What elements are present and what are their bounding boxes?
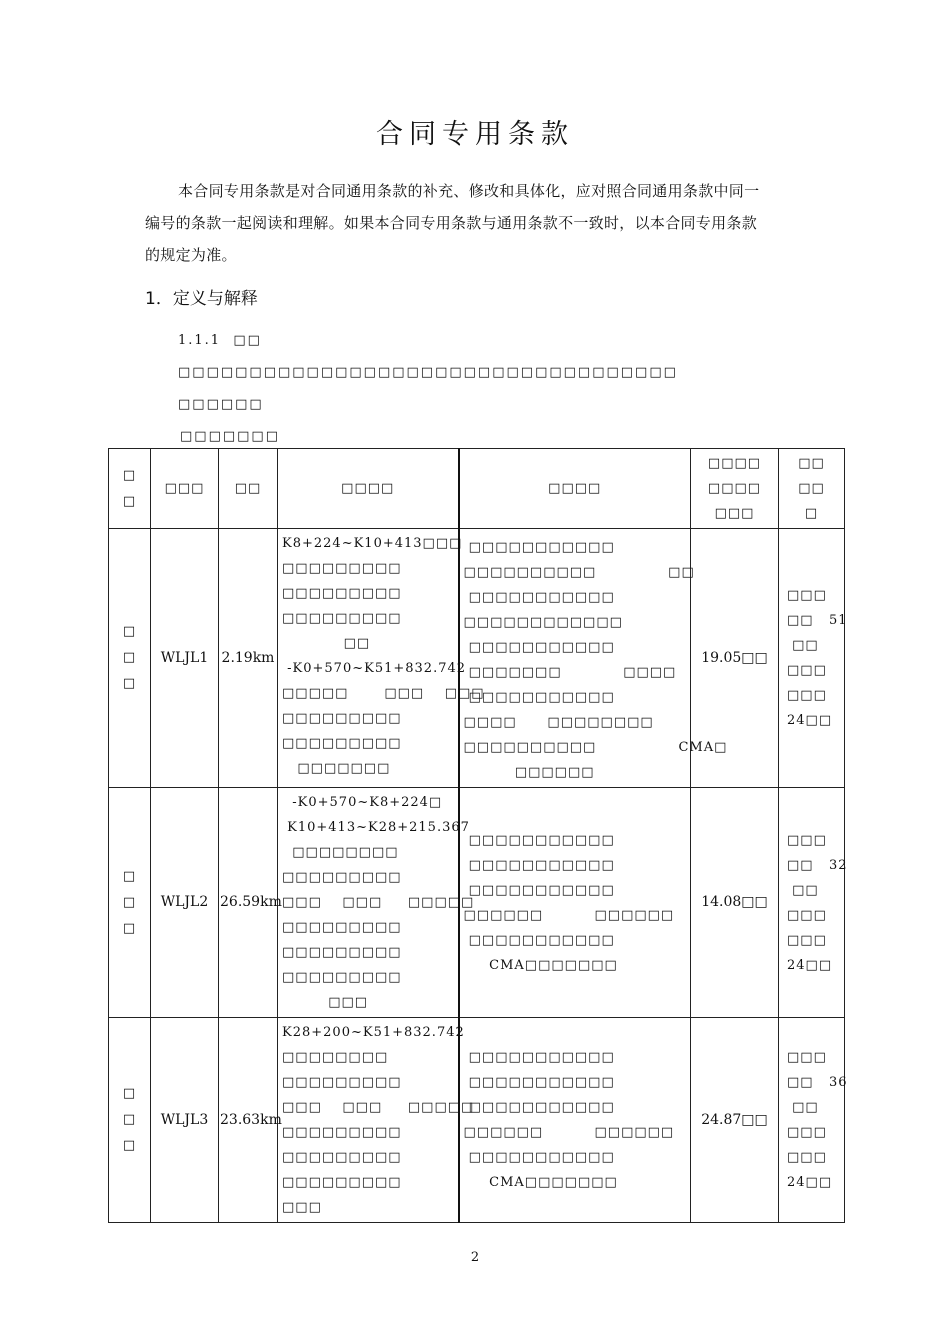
row-fee: 24.87□□ xyxy=(701,1111,768,1128)
clause-number-row xyxy=(178,333,262,348)
row-fee: 14.08□□ xyxy=(701,894,768,910)
table-row xyxy=(109,1018,845,1223)
clause-label: □□ xyxy=(233,333,262,348)
row-fee: 19.05□□ xyxy=(701,649,768,666)
contract-sections-table xyxy=(108,448,848,1223)
clause-line-2: □□□□□□ xyxy=(178,397,264,412)
header-scope: □□□□ xyxy=(341,481,395,496)
header-length: □□ xyxy=(234,481,262,496)
intro-line-2: 编号的条款一起阅读和理解。如果本合同专用条款与通用条款不一致时，以本合同专用条款 xyxy=(145,214,758,232)
row-period: □□□ □□ 51 □□ □□□ □□□ 24□□ xyxy=(787,588,848,728)
row-scope: -K0+570~K8+224□ K10+413~K28+215.367 □□□□□□□□ □□□□□□□□□ □□□ □□□ □□□□□ □□□□□□□□□ □□□□□□□□□ □□□□□□□□□ □□□ xyxy=(282,795,475,1010)
header-content: □□□□ xyxy=(548,481,602,496)
section-heading: 1．定义与解释 xyxy=(145,289,258,309)
header-seq: □ □ xyxy=(122,467,137,509)
clause-line-3: □□□□□□□ xyxy=(180,429,280,444)
row-code: WLJL3 xyxy=(160,1111,209,1128)
intro-line-1: 本合同专用条款是对合同通用条款的补充、修改和具体化，应对照合同通用条款中同一 xyxy=(178,182,760,200)
table-header-row xyxy=(109,449,845,529)
row-seq: □ □ □ xyxy=(122,624,137,691)
row-code: WLJL1 xyxy=(160,649,209,666)
header-fee: □□□□ □□□□ □□□ xyxy=(707,456,762,521)
intro-line-3: 的规定为准。 xyxy=(145,246,237,264)
row-scope: K28+200~K51+832.742 □□□□□□□□ □□□□□□□□□ □□□ □□□ □□□□□ □□□□□□□□□ □□□□□□□□□ □□□□□□□□□ □□□ xyxy=(282,1025,475,1215)
table-row xyxy=(109,788,845,1018)
row-length: 26.59km xyxy=(220,894,282,910)
header-code: □□□ xyxy=(164,481,205,496)
table-row xyxy=(109,529,845,788)
clause-number: 1.1.1 xyxy=(178,333,222,348)
row-period: □□□ □□ 32 □□ □□□ □□□ 24□□ xyxy=(787,832,848,973)
row-length: 23.63km xyxy=(220,1111,282,1128)
clause-line-1: □□□□□□□□□□□□□□□□□□□□□□□□□□□□□□□□□□□ xyxy=(178,365,678,380)
row-code: WLJL2 xyxy=(160,894,209,910)
row-content: □□□□□□□□□□□ □□□□□□□□□□ □□ □□□□□□□□□□□ □□□□□□□□□□□□ □□□□□□□□□□□ □□□□□□□ □□□□ □□□□□□□□□□□ □□□□ □□□□□□□□ □□□□□□□□□□ CMA□ □□□□□□ xyxy=(463,540,728,780)
page-number: 2 xyxy=(470,1250,480,1265)
header-period: □□ □□ □ xyxy=(798,456,825,521)
row-content: □□□□□□□□□□□ □□□□□□□□□□□ □□□□□□□□□□□ □□□□□□ □□□□□□ □□□□□□□□□□□ CMA□□□□□□□ xyxy=(463,832,675,973)
row-seq: □ □ □ xyxy=(122,1086,137,1153)
row-seq: □ □ □ xyxy=(122,868,137,936)
row-scope: K8+224~K10+413□□□ □□□□□□□□□ □□□□□□□□□ □□□□□□□□□ □□ -K0+570~K51+832.742 □□□□□ □□□ □□□ □□□□□□□□□ □□□□□□□□□ □□□□□□□ xyxy=(282,536,485,776)
row-content: □□□□□□□□□□□ □□□□□□□□□□□ □□□□□□□□□□□ □□□□□□ □□□□□□ □□□□□□□□□□□ CMA□□□□□□□ xyxy=(463,1050,675,1190)
row-length: 2.19km xyxy=(221,649,275,666)
page-title: 合同专用条款 xyxy=(376,119,574,150)
row-period: □□□ □□ 36 □□ □□□ □□□ 24□□ xyxy=(787,1050,848,1190)
